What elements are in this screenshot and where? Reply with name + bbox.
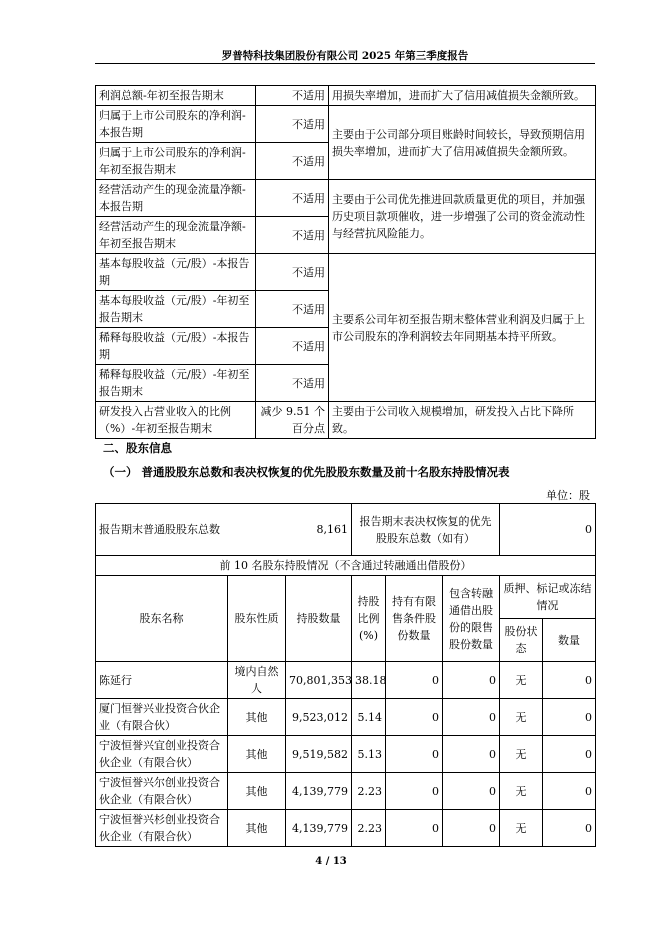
holder-ratio: 5.13 — [352, 736, 386, 773]
holder-shares: 70,801,353 — [286, 662, 352, 699]
row-label: 研发投入占营业收入的比例（%）-年初至报告期末 — [96, 402, 256, 439]
row-label: 基本每股收益（元/股）-本报告期 — [96, 254, 256, 291]
row-value: 不适用 — [256, 86, 329, 106]
row-value: 不适用 — [256, 365, 329, 402]
holder-shares: 4,139,779 — [286, 810, 352, 847]
total-shareholders-value: 8,161 — [316, 523, 349, 536]
row-value: 不适用 — [256, 143, 329, 180]
holder-shares: 9,519,582 — [286, 736, 352, 773]
header-pledge: 质押、标记或冻结情况 — [500, 576, 596, 619]
row-reason: 主要由于公司优先推进回款质量更优的项目，并加强历史项目款项催收，进一步增强了公司的资金流动性与经营抗风险能力。 — [329, 180, 596, 254]
row-label: 经营活动产生的现金流量净额-年初至报告期末 — [96, 217, 256, 254]
table-row — [96, 662, 596, 699]
holder-nature: 其他 — [228, 736, 286, 773]
holder-name: 厦门恒誉兴业投资合伙企业（有限合伙） — [96, 699, 228, 736]
row-value: 不适用 — [256, 328, 329, 365]
holder-status: 无 — [500, 736, 543, 773]
row-value: 不适用 — [256, 217, 329, 254]
table-row — [96, 736, 596, 773]
holder-ratio: 2.23 — [352, 773, 386, 810]
header-name: 股东名称 — [96, 576, 228, 662]
holder-restricted: 0 — [386, 662, 443, 699]
unit-label: 单位：股 — [546, 489, 590, 502]
holder-restricted: 0 — [386, 810, 443, 847]
header-lent: 包含转融通借出股份的限售股份数量 — [443, 576, 500, 662]
holder-lent: 0 — [443, 773, 500, 810]
holder-qty: 0 — [543, 773, 596, 810]
header-ratio: 持股比例(%) — [352, 576, 386, 662]
holder-nature: 其他 — [228, 773, 286, 810]
holder-shares: 9,523,012 — [286, 699, 352, 736]
section-title: 二、股东信息 — [103, 441, 172, 455]
holder-name: 宁波恒誉兴尔创业投资合伙企业（有限合伙） — [96, 773, 228, 810]
row-value: 不适用 — [256, 180, 329, 217]
table-row — [96, 810, 596, 847]
holder-nature: 其他 — [228, 810, 286, 847]
holder-status: 无 — [500, 773, 543, 810]
holder-status: 无 — [500, 699, 543, 736]
holder-name: 宁波恒誉兴宜创业投资合伙企业（有限合伙） — [96, 736, 228, 773]
header-nature: 股东性质 — [228, 576, 286, 662]
row-label: 经营活动产生的现金流量净额-本报告期 — [96, 180, 256, 217]
row-value: 不适用 — [256, 106, 329, 143]
row-value: 不适用 — [256, 291, 329, 328]
row-value: 减少 9.51 个百分点 — [256, 402, 329, 439]
page-number: 4 / 13 — [315, 856, 347, 867]
holder-restricted: 0 — [386, 736, 443, 773]
total-shareholders-label: 报告期末普通股股东总数 8,161 — [96, 504, 352, 556]
holder-name: 宁波恒誉兴杉创业投资合伙企业（有限合伙） — [96, 810, 228, 847]
row-label: 稀释每股收益（元/股）-年初至报告期末 — [96, 365, 256, 402]
row-reason: 主要系公司年初至报告期末整体营业利润及归属于上市公司股东的净利润较去年同期基本持平所致。 — [329, 254, 596, 402]
pref-shareholders-label: 报告期末表决权恢复的优先股股东总数（如有） — [352, 504, 500, 556]
page-header: 罗普特科技集团股份有限公司 2025 年第三季度报告 — [221, 50, 469, 62]
row-label: 归属于上市公司股东的净利润-本报告期 — [96, 106, 256, 143]
holder-name: 陈延行 — [96, 662, 228, 699]
table-row — [96, 699, 596, 736]
holder-qty: 0 — [543, 810, 596, 847]
holder-qty: 0 — [543, 662, 596, 699]
row-reason: 主要由于公司收入规模增加，研发投入占比下降所致。 — [329, 402, 596, 439]
holder-nature: 境内自然人 — [228, 662, 286, 699]
pref-shareholders-value: 0 — [500, 504, 596, 556]
table-row — [96, 773, 596, 810]
holder-restricted: 0 — [386, 699, 443, 736]
row-reason: 用损失率增加，进而扩大了信用减值损失金额所致。 — [329, 86, 596, 106]
row-value: 不适用 — [256, 254, 329, 291]
row-label: 稀释每股收益（元/股）-本报告期 — [96, 328, 256, 365]
subsection-title: （一） 普通股股东总数和表决权恢复的优先股股东数量及前十名股东持股情况表 — [103, 465, 510, 479]
holder-ratio: 2.23 — [352, 810, 386, 847]
holder-qty: 0 — [543, 736, 596, 773]
row-reason: 主要由于公司部分项目账龄时间较长，导致预期信用损失率增加，进而扩大了信用减值损失金额所致。 — [329, 106, 596, 180]
shareholder-table — [95, 503, 596, 847]
change-reason-table — [95, 85, 596, 439]
holder-nature: 其他 — [228, 699, 286, 736]
header-restricted: 持有有限售条件股份数量 — [386, 576, 443, 662]
holder-lent: 0 — [443, 810, 500, 847]
top10-title: 前 10 名股东持股情况（不含通过转融通出借股份） — [96, 556, 596, 576]
holder-status: 无 — [500, 662, 543, 699]
holder-shares: 4,139,779 — [286, 773, 352, 810]
holder-lent: 0 — [443, 736, 500, 773]
row-label: 基本每股收益（元/股）-年初至报告期末 — [96, 291, 256, 328]
row-label: 利润总额-年初至报告期末 — [96, 86, 256, 106]
header-pledge-status: 股份状态 — [500, 619, 543, 662]
holder-status: 无 — [500, 810, 543, 847]
holder-lent: 0 — [443, 662, 500, 699]
header-rule — [95, 63, 595, 64]
holder-restricted: 0 — [386, 773, 443, 810]
row-label: 归属于上市公司股东的净利润-年初至报告期末 — [96, 143, 256, 180]
header-pledge-qty: 数量 — [543, 619, 596, 662]
holder-lent: 0 — [443, 699, 500, 736]
holder-qty: 0 — [543, 699, 596, 736]
holder-ratio: 38.18 — [352, 662, 386, 699]
header-shares: 持股数量 — [286, 576, 352, 662]
holder-ratio: 5.14 — [352, 699, 386, 736]
